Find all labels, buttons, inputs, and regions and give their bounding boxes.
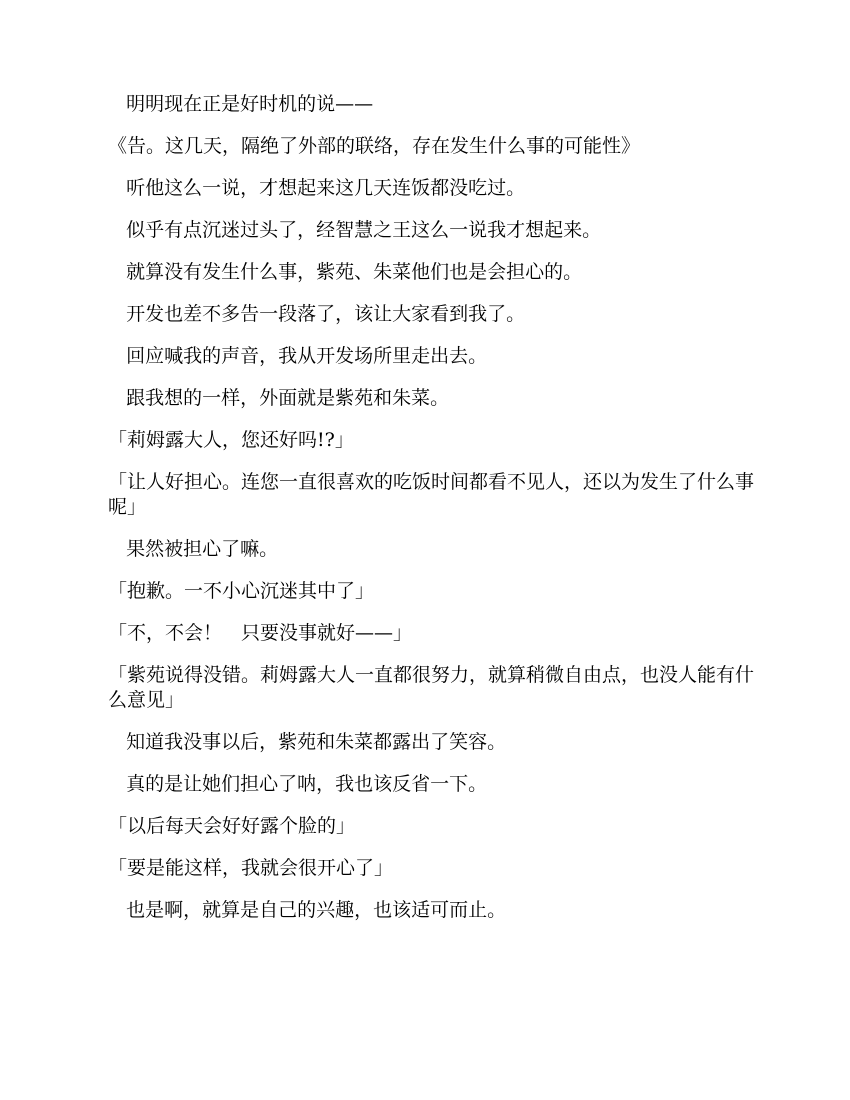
paragraph: 真的是让她们担心了呐，我也该反省一下。 <box>108 773 488 795</box>
paragraph: 就算没有发生什么事，紫苑、朱菜他们也是会担心的。 <box>108 261 583 283</box>
paragraph: 跟我想的一样，外面就是紫苑和朱菜。 <box>108 387 450 409</box>
paragraph: 果然被担心了嘛。 <box>108 538 279 560</box>
paragraph: 「以后每天会好好露个脸的」 <box>108 815 356 837</box>
paragraph: 也是啊，就算是自己的兴趣，也该适可而止。 <box>108 899 507 921</box>
paragraph: 「紫苑说得没错。莉姆露大人一直都很努力，就算稍微自由点，也没人能有什么意见」 <box>108 664 755 711</box>
paragraph: 「抱歉。一不小心沉迷其中了」 <box>108 580 375 602</box>
paragraph: 明明现在正是好时机的说—— <box>108 93 374 115</box>
paragraph: 《告。这几天，隔绝了外部的联络，存在发生什么事的可能性》 <box>108 135 641 157</box>
document-body <box>108 92 756 940</box>
paragraph: 听他这么一说，才想起来这几天连饭都没吃过。 <box>108 177 526 199</box>
paragraph: 「莉姆露大人，您还好吗!?」 <box>108 429 354 451</box>
paragraph: 回应喊我的声音，我从开发场所里走出去。 <box>108 345 488 367</box>
paragraph: 「要是能这样，我就会很开心了」 <box>108 857 394 879</box>
paragraph: 开发也差不多告一段落了，该让大家看到我了。 <box>108 303 526 325</box>
paragraph: 知道我没事以后，紫苑和朱菜都露出了笑容。 <box>108 731 507 753</box>
paragraph: 「不，不会！ 只要没事就好——」 <box>108 622 413 644</box>
paragraph: 「让人好担心。连您一直很喜欢的吃饭时间都看不见人，还以为发生了什么事呢」 <box>108 471 755 518</box>
paragraph: 似乎有点沉迷过头了，经智慧之王这么一说我才想起来。 <box>108 219 602 241</box>
